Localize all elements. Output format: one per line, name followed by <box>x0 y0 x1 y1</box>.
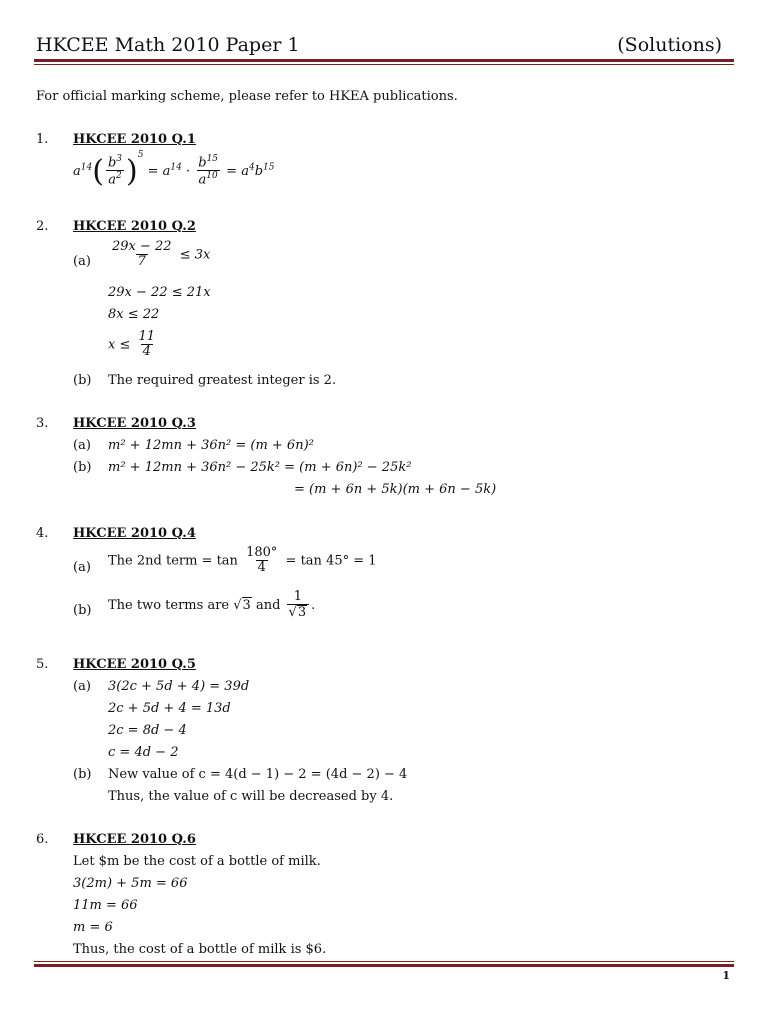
q2-line: x ≤ $\frac{11}{4}$ <box>108 329 156 360</box>
footer-rule <box>34 961 734 967</box>
q2-line: 29x − 22 ≤ 21x <box>108 285 211 300</box>
document-title: HKCEE Math 2010 Paper 1 <box>36 34 300 56</box>
q5-line: 2c + 5d + 4 = 13d <box>108 701 231 716</box>
part-label: (a) <box>73 254 91 269</box>
part-label: (b) <box>73 373 92 388</box>
q5-line: 2c = 8d − 4 <box>108 723 187 738</box>
part-label: (b) <box>73 767 92 782</box>
q3-line: m² + 12mn + 36n² − 25k² = (m + 6n)² − 25k² <box>108 460 412 475</box>
solutions-label: (Solutions) <box>617 34 722 56</box>
intro-text: For official marking scheme, please refer to HKEA publications. <box>36 89 458 104</box>
q5-line: 3(2c + 5d + 4) = 39d <box>108 679 250 694</box>
part-label: (b) <box>73 603 92 618</box>
question-number: 2. <box>36 219 49 234</box>
part-label: (a) <box>73 438 91 453</box>
question-title: HKCEE 2010 Q.1 <box>73 132 196 147</box>
question-title: HKCEE 2010 Q.2 <box>73 219 196 234</box>
question-number: 3. <box>36 416 49 431</box>
header-rule <box>34 59 734 65</box>
question-number: 1. <box>36 132 49 147</box>
q6-line: Thus, the cost of a bottle of milk is $6. <box>73 942 327 957</box>
question-number: 6. <box>36 832 49 847</box>
q5-line: New value of c = 4(d − 1) − 2 = (4d − 2) − 4 <box>108 767 408 782</box>
question-title: HKCEE 2010 Q.4 <box>73 526 196 541</box>
q2-answer: The required greatest integer is 2. <box>108 373 337 388</box>
part-label: (a) <box>73 679 91 694</box>
question-number: 4. <box>36 526 49 541</box>
q2-line: 8x ≤ 22 <box>108 307 160 322</box>
q6-line: Let $m be the cost of a bottle of milk. <box>73 854 321 869</box>
question-number: 5. <box>36 657 49 672</box>
q2-inequality: $\frac{29x - 22}{7}$ ≤ 3x <box>112 239 211 270</box>
q6-line: m = 6 <box>73 920 113 935</box>
q5-line: Thus, the value of c will be decreased by 4. <box>108 789 394 804</box>
q6-line: 3(2m) + 5m = 66 <box>73 876 188 891</box>
q3-line: m² + 12mn + 36n² = (m + 6n)² <box>108 438 314 453</box>
part-label: (a) <box>73 560 91 575</box>
q3-line: = (m + 6n + 5k)(m + 6n − 5k) <box>294 482 497 497</box>
part-label: (b) <box>73 460 92 475</box>
question-title: HKCEE 2010 Q.6 <box>73 832 196 847</box>
q4-part-b: The two terms are √3 and $\frac{1}{√3}$ . <box>108 589 316 621</box>
q1-equation: $a^{14}$( $\frac{b^3}{a^2}$ )$^5 = a^{14}$ · $\frac{b^{15}}{a^{10}}$ = $a^4b^{15}$ <box>73 150 275 189</box>
q4-part-a: The 2nd term = tan $\frac{180^\circ}{4}$ = tan 45° = 1 <box>108 545 377 576</box>
q5-line: c = 4d − 2 <box>108 745 179 760</box>
q6-line: 11m = 66 <box>73 898 138 913</box>
question-title: HKCEE 2010 Q.5 <box>73 657 196 672</box>
page-number: 1 <box>722 969 730 982</box>
question-title: HKCEE 2010 Q.3 <box>73 416 196 431</box>
